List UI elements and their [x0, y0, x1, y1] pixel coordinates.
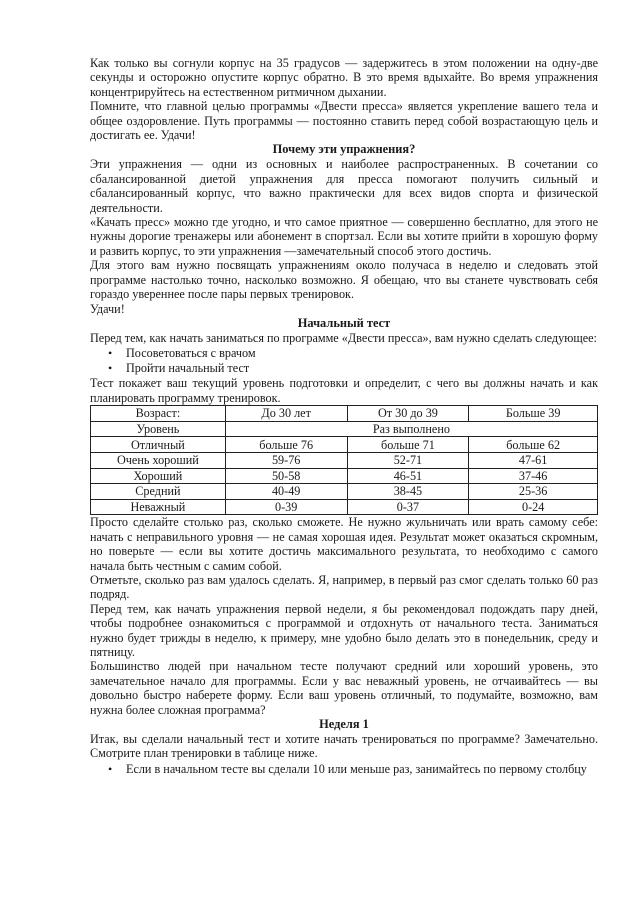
table-row [91, 484, 598, 500]
bullet-list [90, 762, 598, 777]
paragraph: Эти упражнения — одни из основных и наиболее распространенных. В сочетании со сбалансированной диетой упражнения для пресса помогают получить сильный и сбалансированный корпус, что важно практически для всех видов спорта и физической деятельности. [90, 157, 598, 215]
table-cell: Хороший [91, 468, 226, 484]
table-row [91, 468, 598, 484]
table-cell: 25-36 [469, 484, 598, 500]
table-row [91, 452, 598, 468]
document-page [90, 56, 598, 777]
list-item: • Если в начальном тесте вы сделали 10 или меньше раз, занимайтесь по первому столбцу [126, 762, 598, 777]
bullet-list [90, 346, 598, 376]
paragraph: Итак, вы сделали начальный тест и хотите начать тренироваться по программе? Замечательно. Смотрите план тренировки в таблице ниже. [90, 731, 598, 761]
paragraph: Удачи! [90, 301, 125, 316]
table-cell: 59-76 [225, 452, 347, 468]
paragraph: Перед тем, как начать упражнения первой недели, я бы рекомендовал подождать пару дней, чтобы подробнее ознакомиться с программой и отдохнуть от начального теста. Заниматься нужно будет трижды в неделю, к примеру, мне удобно было делать это в понедельник, среду и пятницу. [90, 601, 598, 659]
section-heading-test: Начальный тест [297, 315, 391, 330]
table-cell: 50-58 [225, 468, 347, 484]
table-cell: 37-46 [469, 468, 598, 484]
table-cell: Уровень [91, 421, 226, 437]
paragraph: Для этого вам нужно посвящать упражнениям около получаса в неделю и следовать этой программе настолько точно, насколько возможно. Я обещаю, что вы станете чувствовать себя гораздо увереннее после пары первых тренировок. [90, 258, 598, 302]
table-cell: Средний [91, 484, 226, 500]
table-cell: 38-45 [347, 484, 469, 500]
table-cell: больше 76 [225, 437, 347, 453]
table-cell: больше 62 [469, 437, 598, 453]
section-heading-why: Почему эти упражнения? [272, 142, 416, 157]
table-subheader-row [91, 421, 598, 437]
table-row [91, 437, 598, 453]
table-cell: Неважный [91, 499, 226, 515]
paragraph: Как только вы согнули корпус на 35 градусов — задержитесь в этом положении на одну-две секунды и осторожно опустите корпус обратно. В это время вдыхайте. Во время упражнения концентрируйтесь на естественном ритмичном дыхании. [90, 56, 598, 99]
paragraph: Тест покажет ваш текущий уровень подготовки и определит, с чего вы должны начать и как планировать программу тренировок. [90, 376, 598, 405]
table-cell: 47-61 [469, 452, 598, 468]
paragraph: Большинство людей при начальном тесте получают средний или хороший уровень, это замечательное начало для программы. Если у вас неважный уровень, не отчаивайтесь — вы довольно быстро наберете форму. Если ваш уровень отличный, то подумайте, возможно, вам нужна более сложная программа? [90, 659, 598, 717]
table-cell: 0-39 [225, 499, 347, 515]
table-cell: Возраст: [91, 406, 226, 422]
table-cell: Раз выполнено [225, 421, 597, 437]
paragraph: Помните, что главной целью программы «Двести пресса» является укрепление вашего тела и общее оздоровление. Путь программы — постоянно ставить перед собой возрастающую цель и достигать ее. Удачи! [90, 99, 598, 143]
paragraph: Просто сделайте столько раз, сколько сможете. Не нужно жульничать или врать самому себе: начать с неправильного уровня — не самая хорошая идея. Результат может оказаться скромным, но поверьте — если вы хотите достичь максимального результата, то необходимо с самого начала быть честным с самим собой. [90, 515, 598, 573]
section-heading-week1: Неделя 1 [319, 716, 369, 731]
table-cell: От 30 до 39 [347, 406, 469, 422]
level-table [90, 405, 598, 515]
table-cell: 0-37 [347, 499, 469, 515]
table-cell: До 30 лет [225, 406, 347, 422]
list-item: • Посоветоваться с врачом [126, 346, 598, 361]
table-cell: Очень хороший [91, 452, 226, 468]
table-cell: 0-24 [469, 499, 598, 515]
table-cell: 52-71 [347, 452, 469, 468]
paragraph: «Качать пресс» можно где угодно, и что самое приятное — совершенно бесплатно, для этого не нужны дорогие тренажеры или абонемент в спортзал. Если вы хотите прийти в хорошую форму и развить корпус, то эти упражнения —замечательный способ этого достичь. [90, 215, 598, 258]
table-cell: 46-51 [347, 468, 469, 484]
list-item: • Пройти начальный тест [126, 361, 598, 376]
paragraph: Отметьте, сколько раз вам удалось сделать. Я, например, в первый раз смог сделать только 60 раз подряд. [90, 572, 598, 602]
table-cell: Больше 39 [469, 406, 598, 422]
table-cell: 40-49 [225, 484, 347, 500]
table-row [91, 499, 598, 515]
table-cell: больше 71 [347, 437, 469, 453]
paragraph: Перед тем, как начать заниматься по программе «Двести пресса», вам нужно сделать следующее: [90, 330, 597, 345]
table-cell: Отличный [91, 437, 226, 453]
table-header-row [91, 406, 598, 422]
